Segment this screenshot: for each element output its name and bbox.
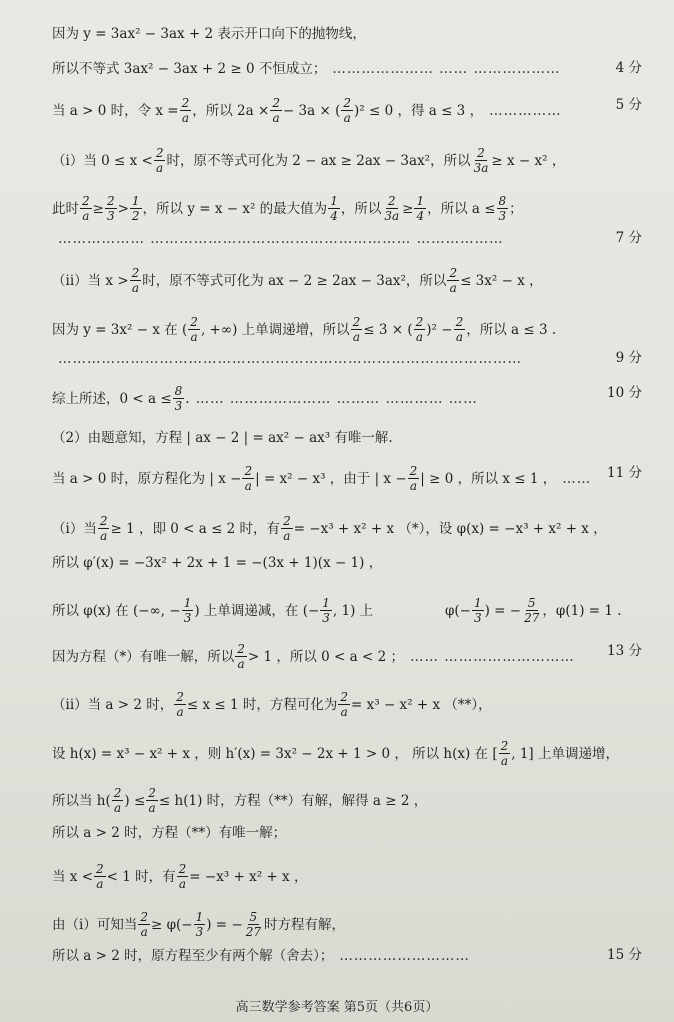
fraction	[447, 266, 459, 295]
line-text: ) 上单调递减，在 (−	[194, 602, 320, 619]
leader-dots: …… ………………… ……… ………… ……	[195, 390, 478, 407]
fraction	[80, 194, 92, 223]
line-text: ) = −	[206, 916, 243, 933]
fraction-numerator: 2	[500, 739, 509, 753]
fraction-denominator: 3a	[384, 209, 400, 223]
solution-line	[52, 24, 642, 43]
solution-line	[52, 315, 642, 344]
fraction-numerator: 2	[449, 266, 458, 280]
score-label: 5 分	[615, 97, 642, 113]
fraction-denominator: 27	[245, 925, 262, 939]
fraction-denominator: 3	[195, 925, 204, 939]
line-text: 时，原不等式可化为 ax − 2 ≥ 2ax − 3ax²，所以	[142, 272, 447, 289]
fraction-numerator: 2	[415, 315, 424, 329]
line-text: （i）当 0 ≤ x <	[52, 152, 153, 169]
fraction-numerator: 1	[322, 596, 330, 610]
line-text: > 1 ，所以 0 < a < 2 ；	[247, 648, 404, 665]
line-text: 所以 a > 2 时，方程（**）有唯一解；	[52, 824, 287, 841]
line-text: ≥ x − x² ，	[491, 152, 566, 169]
line-text: 当 x <	[52, 868, 94, 885]
fraction-numerator: 1	[416, 194, 425, 208]
fraction	[112, 786, 124, 815]
fraction	[177, 862, 189, 891]
solution-line	[52, 266, 642, 295]
score-label: 11 分	[607, 465, 642, 481]
line-text: | ≥ 0 ，所以 x ≤ 1 ，	[420, 470, 557, 487]
line-text: 所以 a > 2 时，原方程至少有两个解（舍去）；	[52, 947, 334, 964]
fraction-denominator: a	[100, 529, 108, 543]
line-text: , 1] 上单调递增，	[511, 745, 619, 762]
fraction-denominator: a	[131, 281, 140, 295]
fraction	[130, 266, 142, 295]
fraction-denominator: 4	[416, 209, 425, 223]
line-text: 因为 y = 3x² − x 在 (	[52, 321, 188, 338]
line-text: ≤ 3x² − x ，	[460, 272, 543, 289]
line-text: 所以当 h(	[52, 792, 111, 809]
score-label: 10 分	[607, 385, 642, 401]
line-text: | = x² − x³ ，由于 | x −	[255, 470, 407, 487]
leader-dots: ………………… …… ………………	[332, 60, 561, 77]
solution-line	[52, 59, 642, 78]
fraction	[98, 514, 110, 543]
line-text: ≥	[92, 200, 104, 217]
line-text: ≤ x ≤ 1 时，方程可化为	[186, 696, 338, 713]
leader-dots: ……	[562, 470, 592, 487]
solution-line	[52, 642, 642, 671]
fraction-numerator: 2	[140, 910, 148, 924]
fraction-denominator: a	[148, 801, 156, 815]
fraction-numerator: 2	[272, 96, 280, 110]
fraction-numerator: 2	[113, 786, 122, 800]
fraction-numerator: 5	[249, 910, 258, 924]
line-text: 所以不等式 3ax² − 3ax + 2 ≥ 0 不恒成立；	[52, 60, 327, 77]
line-text: ) ≤	[124, 792, 146, 809]
line-text: ，所以	[340, 200, 382, 217]
score-label: 7 分	[615, 230, 642, 246]
solution-line	[52, 96, 642, 125]
line-text: 当 a > 0 时，原方程化为 | x −	[52, 470, 242, 487]
fraction	[320, 596, 332, 625]
fraction-denominator: a	[140, 925, 148, 939]
line-text: = x³ − x² + x （**），	[351, 696, 492, 713]
fraction	[105, 194, 117, 223]
line-text: .	[185, 390, 190, 407]
fraction	[180, 96, 192, 125]
fraction	[173, 384, 185, 413]
fraction	[194, 910, 206, 939]
fraction-numerator: 2	[181, 96, 190, 110]
fraction-numerator: 2	[155, 146, 164, 160]
fraction-numerator: 2	[131, 266, 140, 280]
line-text: = −x³ + x² + x （*），设 φ(x) = −x³ + x² + x ，	[293, 520, 607, 537]
solution-line	[52, 229, 642, 248]
fraction	[281, 514, 293, 543]
solution-line	[52, 428, 642, 447]
fraction-denominator: a	[449, 281, 457, 295]
fraction-numerator: 1	[195, 910, 204, 924]
fraction-denominator: 3	[322, 611, 330, 625]
fraction-numerator: 1	[183, 596, 192, 610]
fraction	[522, 596, 541, 625]
fraction-numerator: 2	[237, 642, 245, 656]
fraction-denominator: a	[82, 209, 90, 223]
line-text: ≥ 1 ，即 0 < a ≤ 2 时，有	[110, 520, 281, 537]
fraction-denominator: a	[237, 657, 245, 671]
score-label: 4 分	[615, 60, 642, 76]
line-text: （ii）当 a > 2 时，	[52, 696, 174, 713]
page-footer: 高三数学参考答案 第5页（共6页）	[235, 1000, 439, 1015]
solution-line	[52, 862, 642, 891]
line-text: ，所以 a ≤ 3 .	[466, 321, 557, 338]
fraction-denominator: 3	[498, 209, 507, 223]
score-label: 15 分	[607, 947, 642, 963]
fraction-denominator: a	[96, 877, 104, 891]
fraction-numerator: 1	[473, 596, 482, 610]
fraction-numerator: 2	[283, 514, 291, 528]
line-text: < 1 时，有	[106, 868, 176, 885]
fraction-numerator: 8	[498, 194, 507, 208]
score-label: 9 分	[615, 350, 642, 366]
score-label: 13 分	[607, 643, 642, 659]
leader-dots: …… ………………………	[409, 648, 575, 665]
line-text: （ii）当 x >	[52, 272, 129, 289]
solution-line	[52, 910, 642, 939]
fraction-denominator: 3	[473, 611, 482, 625]
line-text: , +∞) 上单调递增，所以	[200, 321, 350, 338]
solution-line	[52, 194, 642, 223]
fraction	[244, 910, 263, 939]
solution-line	[52, 464, 642, 493]
fraction-numerator: 2	[387, 194, 396, 208]
line-text: ，φ(1) = 1 .	[542, 602, 622, 619]
fraction	[338, 690, 350, 719]
fraction-denominator: a	[244, 479, 252, 493]
line-text: 时，原不等式可化为 2 − ax ≥ 2ax − 3ax²，所以	[166, 152, 471, 169]
solution-line	[52, 946, 642, 965]
fraction-numerator: 2	[343, 96, 351, 110]
solution-line	[52, 553, 642, 572]
fraction-denominator: a	[156, 161, 164, 175]
line-text: ) = −	[484, 602, 522, 619]
fraction-denominator: a	[352, 330, 361, 344]
solution-line	[52, 690, 642, 719]
line-text: ；	[509, 200, 523, 217]
fraction-numerator: 2	[409, 464, 418, 478]
solution-line	[52, 384, 642, 413]
fraction-denominator: a	[415, 330, 424, 344]
line-text: >	[117, 200, 129, 217]
fraction	[499, 739, 511, 768]
fraction-numerator: 2	[99, 514, 108, 528]
fraction-denominator: a	[190, 330, 198, 344]
solution-line	[52, 349, 642, 368]
fraction-numerator: 2	[340, 690, 349, 704]
fraction-denominator: a	[343, 111, 351, 125]
solution-line	[52, 596, 642, 625]
fraction-numerator: 1	[131, 194, 140, 208]
line-text: )² ≤ 0 ，得 a ≤ 3 ，	[354, 102, 484, 119]
fraction	[351, 315, 363, 344]
fraction	[414, 315, 426, 344]
fraction-denominator: 3	[183, 611, 192, 625]
fraction-numerator: 2	[455, 315, 464, 329]
fraction-numerator: 1	[330, 194, 338, 208]
fraction-numerator: 8	[174, 384, 183, 398]
fraction-denominator: a	[409, 479, 418, 493]
line-text: ≤ h(1) 时，方程（**）有解，解得 a ≥ 2 ，	[158, 792, 428, 809]
fraction	[382, 194, 401, 223]
line-text: ，所以 y = x − x² 的最大值为	[142, 200, 328, 217]
fraction-denominator: 3a	[473, 161, 489, 175]
fraction	[341, 96, 353, 125]
fraction	[414, 194, 426, 223]
fraction	[146, 786, 158, 815]
fraction-denominator: a	[283, 529, 291, 543]
line-text: ，所以 a ≤	[427, 200, 496, 217]
line-text: ≥	[402, 200, 414, 217]
fraction-denominator: 4	[330, 209, 338, 223]
fraction	[472, 596, 484, 625]
line-text: ≥ φ(−	[150, 916, 193, 933]
fraction-numerator: 2	[82, 194, 90, 208]
fraction	[472, 146, 491, 175]
line-text: 因为 y = 3ax² − 3ax + 2 表示开口向下的抛物线，	[52, 25, 366, 42]
solution-line	[52, 146, 642, 175]
line-text: 由（i）可知当	[52, 916, 138, 933]
line-text: 设 h(x) = x³ − x² + x ，则 h′(x) = 3x² − 2x + 1 > 0 ， 所以 h(x) 在 [	[52, 745, 498, 762]
line-text: 综上所述，0 < a ≤	[52, 390, 172, 407]
fraction	[188, 315, 200, 344]
line-text: 所以 φ′(x) = −3x² + 2x + 1 = −(3x + 1)(x − 1) ，	[52, 554, 383, 571]
fraction-numerator: 2	[178, 862, 187, 876]
line-text: 所以 φ(x) 在 (−∞, −	[52, 602, 181, 619]
fraction-numerator: 2	[96, 862, 104, 876]
line-text: （2）由题意知，方程 | ax − 2 | = ax² − ax³ 有唯一解.	[52, 429, 393, 446]
solution-line	[52, 786, 642, 815]
fraction-denominator: 3	[106, 209, 115, 223]
fraction	[154, 146, 166, 175]
line-text: = −x³ + x² + x ，	[189, 868, 308, 885]
fraction	[408, 464, 420, 493]
fraction-denominator: a	[272, 111, 280, 125]
line-text: 因为方程（*）有唯一解，所以	[52, 648, 235, 665]
fraction	[94, 862, 106, 891]
fraction	[328, 194, 340, 223]
fraction-denominator: a	[500, 754, 508, 768]
line-text: , 1) 上	[332, 602, 374, 619]
solution-line	[52, 823, 642, 842]
solution-line	[52, 739, 642, 768]
fraction-denominator: 2	[131, 209, 140, 223]
line-text: （i）当	[52, 520, 97, 537]
line-text: − 3a × (	[282, 102, 341, 119]
fraction-numerator: 5	[527, 596, 536, 610]
solution-line	[52, 514, 642, 543]
fraction-denominator: a	[340, 705, 348, 719]
fraction-numerator: 2	[244, 464, 253, 478]
fraction-denominator: 3	[174, 399, 183, 413]
fraction	[130, 194, 142, 223]
leader-dots: ……………… ……………………………………………… ………………	[58, 230, 504, 247]
line-text: ，所以 2a ×	[192, 102, 270, 119]
line-text: 当 a > 0 时，令 x =	[52, 102, 179, 119]
fraction	[497, 194, 509, 223]
fraction	[242, 464, 254, 493]
fraction	[174, 690, 186, 719]
line-text: ≤ 3 × (	[363, 321, 413, 338]
line-text: )² −	[426, 321, 453, 338]
fraction-denominator: 27	[524, 611, 540, 625]
leader-dots: ……………	[489, 102, 562, 119]
line-text: 此时	[52, 200, 79, 217]
leader-dots: ………………………	[339, 947, 470, 964]
leader-dots: ……………………………………………………………………………………	[58, 350, 522, 367]
fraction	[270, 96, 282, 125]
fraction-denominator: a	[181, 111, 190, 125]
fraction	[138, 910, 150, 939]
fraction-numerator: 2	[106, 194, 115, 208]
line-text: 时方程有解，	[264, 916, 346, 933]
fraction-denominator: a	[178, 877, 187, 891]
fraction	[454, 315, 466, 344]
fraction	[235, 642, 247, 671]
fraction	[182, 596, 194, 625]
fraction-denominator: a	[114, 801, 122, 815]
fraction-numerator: 2	[148, 786, 156, 800]
fraction-numerator: 2	[477, 146, 485, 160]
fraction-denominator: a	[455, 330, 463, 344]
fraction-numerator: 2	[352, 315, 361, 329]
fraction-denominator: a	[176, 705, 184, 719]
line-text: φ(−	[373, 602, 471, 619]
fraction-numerator: 2	[190, 315, 198, 329]
fraction-numerator: 2	[176, 690, 184, 704]
